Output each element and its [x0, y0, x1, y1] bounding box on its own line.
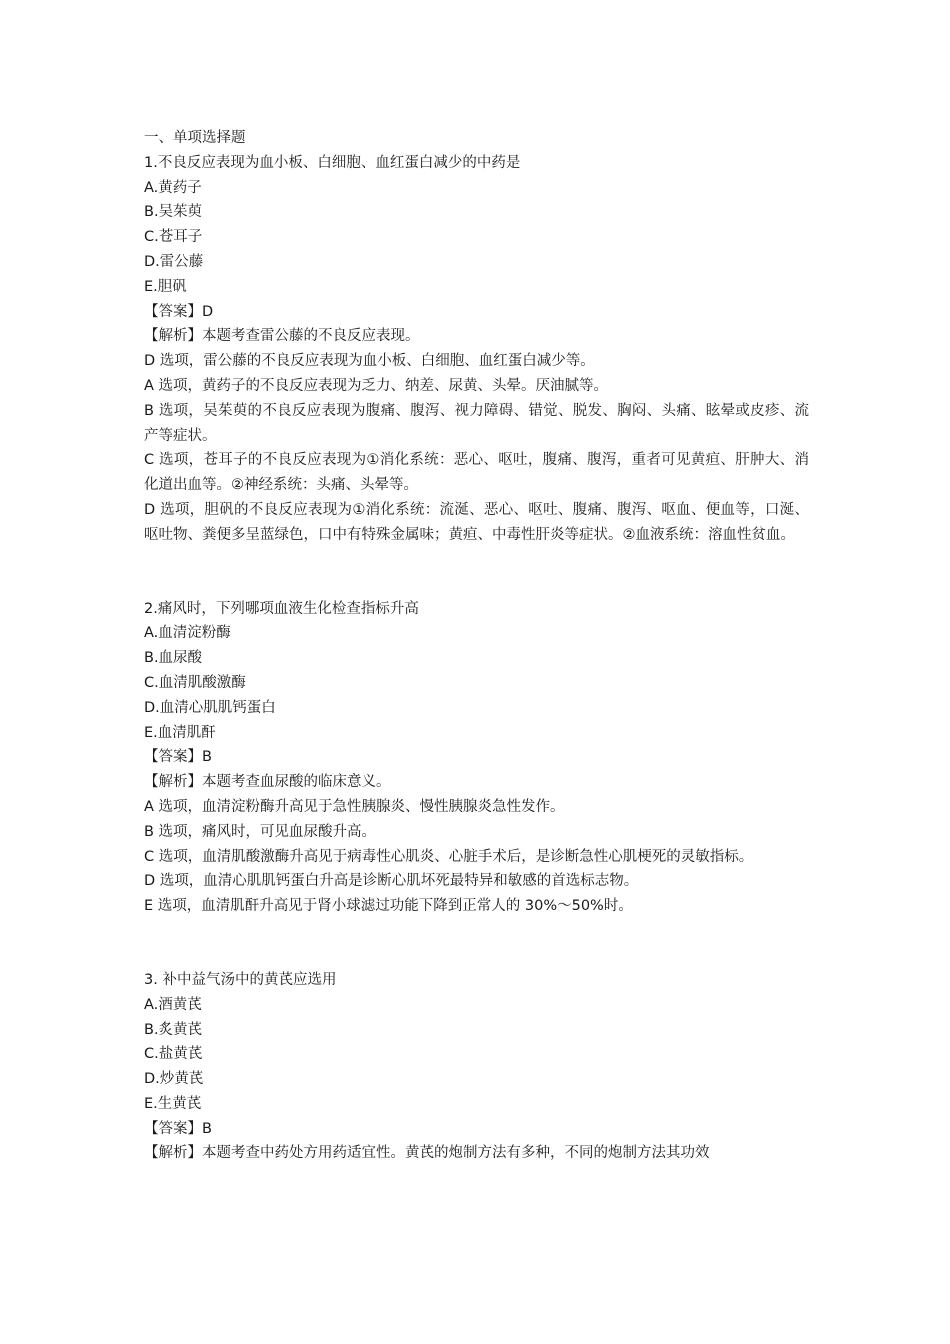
section-title: 一、单项选择题	[144, 130, 246, 146]
analysis-line: C 选项，苍耳子的不良反应表现为①消化系统：恶心、呕吐，腹痛、腹泻，重者可见黄疸、肝肿大、消化道出血等。②神经系统：头痛、头晕等。	[144, 452, 809, 494]
question-stem: 2.痛风时，下列哪项血液生化检查指标升高	[144, 600, 419, 617]
analysis-line: D 选项，雷公藤的不良反应表现为血小板、白细胞、血红蛋白减少等。	[144, 353, 595, 370]
spacer	[144, 919, 809, 968]
analysis-line: D 选项，胆矾的不良反应表现为①消化系统：流涎、恶心、呕吐、腹痛、腹泻、呕血、便血等，口涎、呕吐物、粪便多呈蓝绿色，口中有特殊金属味；黄疸、中毒性肝炎等症状。②血液系统：溶血性贫血。	[144, 501, 809, 543]
option-e: E.血清肌酐	[144, 724, 216, 741]
analysis-line: E 选项，血清肌酐升高见于肾小球滤过功能下降到正常人的 30%～50%时。	[144, 898, 633, 915]
analysis-line: 【解析】本题考查血尿酸的临床意义。	[144, 774, 391, 791]
answer: 【答案】D	[144, 303, 214, 320]
question-stem: 3. 补中益气汤中的黄芪应选用	[144, 971, 337, 988]
option-a: A.酒黄芪	[144, 996, 202, 1013]
analysis-line: B 选项，吴茱萸的不良反应表现为腹痛、腹泻、视力障碍、错觉、脱发、胸闷、头痛、眩晕或皮疹、流产等症状。	[144, 402, 809, 444]
question-stem: 1.不良反应表现为血小板、白细胞、血红蛋白减少的中药是	[144, 154, 521, 171]
analysis-line: B 选项，痛风时，可见血尿酸升高。	[144, 823, 377, 840]
answer: 【答案】B	[144, 749, 212, 766]
analysis-line: D 选项，血清心肌肌钙蛋白升高是诊断心肌坏死最特异和敏感的首选标志物。	[144, 873, 639, 890]
analysis-line: C 选项，血清肌酸激酶升高见于病毒性心肌炎、心脏手术后，是诊断急性心肌梗死的灵敏指标。	[144, 848, 754, 865]
option-c: C.血清肌酸激酶	[144, 674, 246, 691]
option-b: B.炙黄芪	[144, 1021, 203, 1038]
option-a: A.血清淀粉酶	[144, 625, 231, 642]
option-b: B.吴茱萸	[144, 204, 203, 221]
option-d: D.血清心肌肌钙蛋白	[144, 699, 276, 716]
analysis-line: A 选项，黄药子的不良反应表现为乏力、纳差、尿黄、头晕。厌油腻等。	[144, 377, 609, 394]
question-block	[144, 968, 809, 1166]
analysis-line: A 选项，血清淀粉酶升高见于急性胰腺炎、慢性胰腺炎急性发作。	[144, 798, 565, 815]
option-d: D.炒黄芪	[144, 1071, 204, 1088]
option-a: A.黄药子	[144, 179, 202, 196]
option-e: E.生黄芪	[144, 1095, 202, 1112]
question-block	[144, 151, 809, 548]
option-e: E.胆矾	[144, 278, 187, 295]
document-page	[144, 126, 809, 1166]
option-b: B.血尿酸	[144, 650, 203, 667]
spacer	[144, 548, 809, 597]
answer: 【答案】B	[144, 1120, 212, 1137]
analysis-line: 【解析】本题考查雷公藤的不良反应表现。	[144, 328, 420, 345]
option-d: D.雷公藤	[144, 253, 204, 270]
option-c: C.盐黄芪	[144, 1046, 203, 1063]
question-block	[144, 597, 809, 919]
analysis-line: 【解析】本题考查中药处方用药适宜性。黄芪的炮制方法有多种，不同的炮制方法其功效	[144, 1145, 710, 1162]
option-c: C.苍耳子	[144, 229, 203, 246]
